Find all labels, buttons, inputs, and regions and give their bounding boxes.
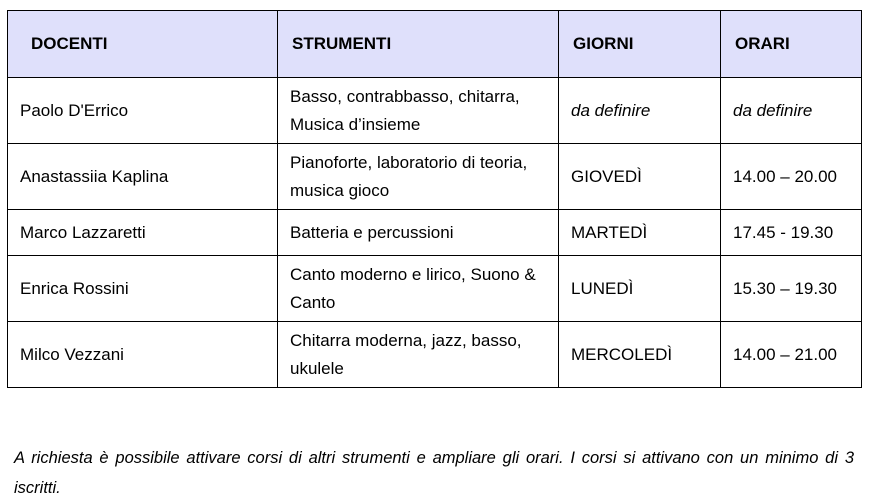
table-row [8, 144, 862, 210]
strumenti-cell: Basso, contrabbasso, chitarra, Musica d’insieme [278, 78, 559, 144]
giorni-cell: LUNEDÌ [559, 256, 721, 322]
header-docenti: DOCENTI [8, 11, 278, 78]
giorni-cell: MERCOLEDÌ [559, 322, 721, 388]
footnote: A richiesta è possibile attivare corsi di altri strumenti e ampliare gli orari. I corsi si attivano con un minimo di 3 iscritti. [14, 448, 854, 497]
giorni-cell: GIOVEDÌ [559, 144, 721, 210]
docente-cell: Marco Lazzaretti [8, 210, 278, 256]
giorni-cell: da definire [559, 78, 721, 144]
table-row [8, 78, 862, 144]
table-body [8, 78, 862, 388]
docente-cell: Milco Vezzani [8, 322, 278, 388]
orari-cell: 17.45 - 19.30 [721, 210, 862, 256]
strumenti-cell: Pianoforte, laboratorio di teoria, musica gioco [278, 144, 559, 210]
orari-cell: 14.00 – 20.00 [721, 144, 862, 210]
table-row [8, 210, 862, 256]
header-row [8, 11, 862, 78]
giorni-cell: MARTEDÌ [559, 210, 721, 256]
docente-cell: Paolo D'Errico [8, 78, 278, 144]
strumenti-cell: Canto moderno e lirico, Suono & Canto [278, 256, 559, 322]
schedule-table [7, 10, 862, 388]
docente-cell: Enrica Rossini [8, 256, 278, 322]
header-giorni: GIORNI [559, 11, 721, 78]
docente-cell: Anastassiia Kaplina [8, 144, 278, 210]
orari-cell: 15.30 – 19.30 [721, 256, 862, 322]
header-orari: ORARI [721, 11, 862, 78]
strumenti-cell: Batteria e percussioni [278, 210, 559, 256]
orari-cell: da definire [721, 78, 862, 144]
header-strumenti: STRUMENTI [278, 11, 559, 78]
table-header [8, 11, 862, 78]
table-row [8, 256, 862, 322]
strumenti-cell: Chitarra moderna, jazz, basso, ukulele [278, 322, 559, 388]
orari-cell: 14.00 – 21.00 [721, 322, 862, 388]
table-row [8, 322, 862, 388]
